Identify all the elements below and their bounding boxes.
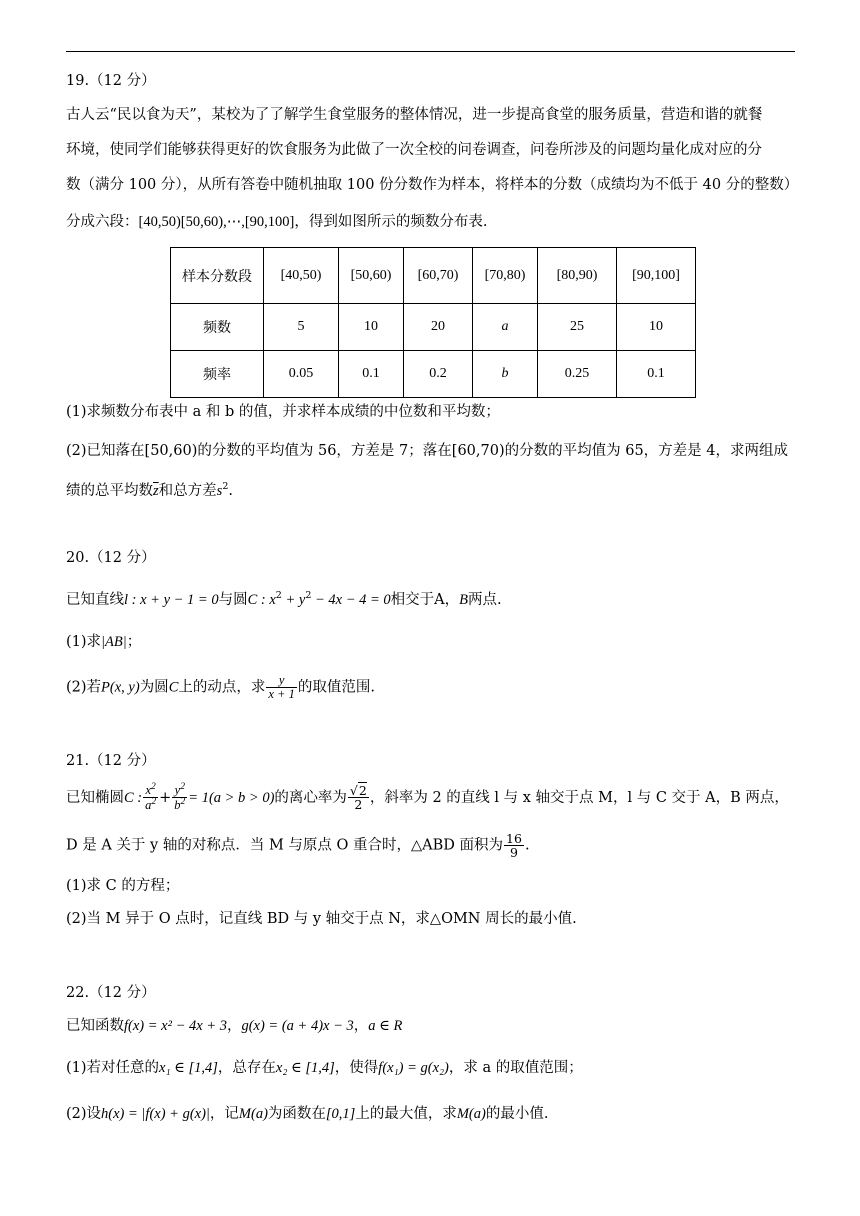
q21-area-fraction xyxy=(504,832,524,859)
table-cell: a xyxy=(473,304,538,351)
q19-mean-symbol: $\overline{z}$ xyxy=(153,482,159,499)
table-header-row xyxy=(171,248,696,304)
table-row xyxy=(171,351,696,398)
q21-subquestion-2: (2)当 M 异于 O 点时，记直线 BD 与 y 轴交于点 N，求△OMN 周长的最小值. xyxy=(66,911,577,927)
table-row xyxy=(171,304,696,351)
q22-a-domain: a ∈ R xyxy=(368,1018,403,1034)
frequency-table xyxy=(170,247,696,398)
q21-p1-a: 已知椭圆 xyxy=(66,789,124,806)
q22-s2-i: 的最小值. xyxy=(485,1106,549,1122)
q20-fraction xyxy=(266,674,296,701)
q20-circle-c: C xyxy=(168,679,179,696)
q20-p1-a: 已知直线 xyxy=(66,591,124,608)
q19-subquestion-2 xyxy=(66,443,788,460)
q20-circle-eq-part2: + y xyxy=(281,591,306,608)
q21-p2-b: . xyxy=(524,837,530,854)
q21-p2-a: D 是 A 关于 y 轴的对称点．当 M 与原点 O 重合时，△ABD 面积为 xyxy=(66,837,504,854)
q20-header: 20.（12 分） xyxy=(66,550,156,566)
header-rule xyxy=(66,51,795,52)
table-cell: 10 xyxy=(617,304,696,351)
table-cell: 频率 xyxy=(171,351,264,398)
q21-eccentricity: $\frac{√2}{2}$ xyxy=(349,783,367,813)
q20-p1-g: 相交于A， xyxy=(390,591,460,608)
q22-s2-c: ，记 xyxy=(209,1106,239,1122)
q21-subquestion-1: (1)求 C 的方程； xyxy=(66,878,180,894)
q20-subquestion-2 xyxy=(66,674,375,701)
table-header-cell: [70,80) xyxy=(473,248,538,304)
q19-paragraph-line-4 xyxy=(66,214,487,231)
q19-variance-symbol: s xyxy=(216,482,223,499)
table-header-cell: [40,50) xyxy=(264,248,339,304)
q20-s2-e: 上的动点，求 xyxy=(178,679,266,696)
table-header-cell: [90,100] xyxy=(617,248,696,304)
q19-s2-e: 的分数的平均值为 65，方差是 4，求两组成 xyxy=(504,443,789,459)
q19-s3-period: . xyxy=(228,482,233,499)
q22-subquestion-1 xyxy=(66,1060,583,1077)
table-cell: 频数 xyxy=(171,304,264,351)
q22-s2-g: 上的最大值，求 xyxy=(355,1106,457,1122)
table-cell: 0.2 xyxy=(404,351,473,398)
q19-s2-interval-2: [60,70) xyxy=(451,443,505,459)
q20-s1-c: ； xyxy=(126,634,142,650)
table-cell: 0.1 xyxy=(617,351,696,398)
q22-header: 22.（12 分） xyxy=(66,985,156,1001)
table-header-cell: [80,90) xyxy=(538,248,617,304)
q21-p1-d: 的离心率为 xyxy=(274,789,347,806)
table-cell: 25 xyxy=(538,304,617,351)
q19-paragraph-line-1: 古人云“民以食为天”，某校为了了解学生食堂服务的整体情况，进一步提高食堂的服务质量，营造和谐的就餐 xyxy=(66,107,763,123)
q20-p1-i: 两点. xyxy=(468,591,502,608)
q22-s2-e: 为函数在 xyxy=(267,1106,326,1122)
q20-s2-f: 的取值范围. xyxy=(297,679,375,696)
table-cell: 5 xyxy=(264,304,339,351)
q19-s2-a: (2)已知落在 xyxy=(66,443,145,459)
q20-ab-length: |AB| xyxy=(101,634,127,650)
q22-p1-c: ， xyxy=(226,1018,242,1034)
q20-point-p: P(x, y) xyxy=(101,679,140,696)
table-cell: 20 xyxy=(404,304,473,351)
q22-interval: [0,1] xyxy=(325,1106,356,1122)
q20-frac-denominator: x + 1 xyxy=(268,687,295,702)
q22-equality: f(x₁) = g(x₂) xyxy=(378,1060,449,1076)
table-cell: 0.1 xyxy=(339,351,404,398)
q19-s2-interval-1: [50,60) xyxy=(144,443,198,459)
q20-s1-a: (1)求 xyxy=(66,634,102,650)
table-cell: 0.05 xyxy=(264,351,339,398)
q21-p1-e: ，斜率为 2 的直线 l 与 x 轴交于点 M，l 与 C 交于 A，B 两点， xyxy=(369,789,789,806)
q19-s2-c: 的分数的平均值为 56，方差是 7；落在 xyxy=(197,443,452,459)
q19-paragraph-line-3: 数（满分 100 分），从所有答卷中随机抽取 100 份分数作为样本，将样本的分数（成绩均为不低于 40 分的整数） xyxy=(66,177,799,193)
q22-s2-a: (2)设 xyxy=(66,1106,102,1122)
table-header-cell: [60,70) xyxy=(404,248,473,304)
q20-circle-eq-part1: C : x xyxy=(247,591,276,608)
q20-paragraph: 已知直线l : x + y − 1 = 0与圆C : $x^2 + y^2 - 4x - 4 = 0$相交于A，B两点. xyxy=(66,590,502,608)
q22-s1-e: ，使得 xyxy=(334,1060,379,1076)
q20-p1-c: 与圆 xyxy=(218,591,248,608)
q19-intervals-math: [40,50)[50,60),⋯,[90,100] xyxy=(138,214,295,230)
q22-s1-a: (1)若对任意的 xyxy=(66,1060,160,1076)
q21-paragraph-line-2 xyxy=(66,832,530,859)
q20-s2-c: 为圆 xyxy=(139,679,169,696)
q21-header: 21.（12 分） xyxy=(66,753,156,769)
table-header-cell: [50,60) xyxy=(339,248,404,304)
table-cell: 0.25 xyxy=(538,351,617,398)
q21-frac-x2a2: $\frac{x^2}{a^2}$ xyxy=(145,782,157,813)
table-cell: b xyxy=(473,351,538,398)
q19-header: 19.（12 分） xyxy=(66,73,156,89)
q22-s1-c: ，总存在 xyxy=(217,1060,276,1076)
q22-f-definition: f(x) = x² − 4x + 3 xyxy=(124,1018,227,1034)
q22-h-definition: h(x) = |f(x) + g(x)| xyxy=(101,1106,210,1122)
q21-frac-y2b2: $\frac{y^2}{b^2}$ xyxy=(174,782,186,813)
q22-m-of-a-2: M(a) xyxy=(456,1106,486,1122)
q21-area-denominator: 9 xyxy=(510,845,518,861)
q22-s1-g: ，求 a 的取值范围； xyxy=(448,1060,583,1076)
q21-paragraph-line-1: 已知椭圆C : $\frac{x^2}{a^2}$ + $\frac{y^2}{b^2}$ = 1(a > b > 0)的离心率为 $\frac{√2}{2}$ ，斜率为 2 的直线 l 与 x 轴交于点 M，l 与 C 交于 A，B 两点， xyxy=(66,782,789,813)
q19-p4-pre: 分成六段： xyxy=(66,214,139,230)
q19-p4-post: ，得到如图所示的频数分布表. xyxy=(294,214,488,230)
table-header-cell: 样本分数段 xyxy=(171,248,264,304)
q19-s3-a: 绩的总平均数 xyxy=(66,482,153,499)
q20-frac-numerator: y xyxy=(266,674,296,688)
q19-variance-exponent: 2 xyxy=(222,481,229,492)
q22-x2-range: x₂ ∈ [1,4] xyxy=(275,1060,335,1076)
q19-s3-c: 和总方差 xyxy=(158,482,217,499)
q21-ellipse-condition: = 1(a > b > 0) xyxy=(188,789,275,806)
q19-subquestion-2-cont xyxy=(66,481,233,500)
q20-point-b: B xyxy=(459,591,468,608)
q19-subquestion-1: (1)求频数分布表中 a 和 b 的值，并求样本成绩的中位数和平均数； xyxy=(66,404,500,420)
table-cell: 10 xyxy=(339,304,404,351)
q19-paragraph-line-2: 环境，使同学们能够获得更好的饮食服务为此做了一次全校的问卷调查，问卷所涉及的问题均量化成对应的分 xyxy=(66,142,762,158)
q22-paragraph xyxy=(66,1018,402,1035)
q20-line-equation: l : x + y − 1 = 0 xyxy=(124,591,219,608)
q22-m-of-a: M(a) xyxy=(238,1106,268,1122)
q22-p1-e: ， xyxy=(353,1018,369,1034)
q22-g-definition: g(x) = (a + 4)x − 3 xyxy=(241,1018,354,1034)
q22-subquestion-2 xyxy=(66,1106,548,1123)
q20-s2-a: (2)若 xyxy=(66,679,102,696)
q20-circle-eq-part3: − 4x − 4 = 0 xyxy=(311,591,391,608)
q22-x1-range: x₁ ∈ [1,4] xyxy=(159,1060,218,1076)
q20-subquestion-1 xyxy=(66,634,141,651)
q21-area-numerator: 16 xyxy=(506,831,522,846)
q22-p1-a: 已知函数 xyxy=(66,1018,124,1034)
q21-ellipse-c: C : xyxy=(124,789,143,806)
